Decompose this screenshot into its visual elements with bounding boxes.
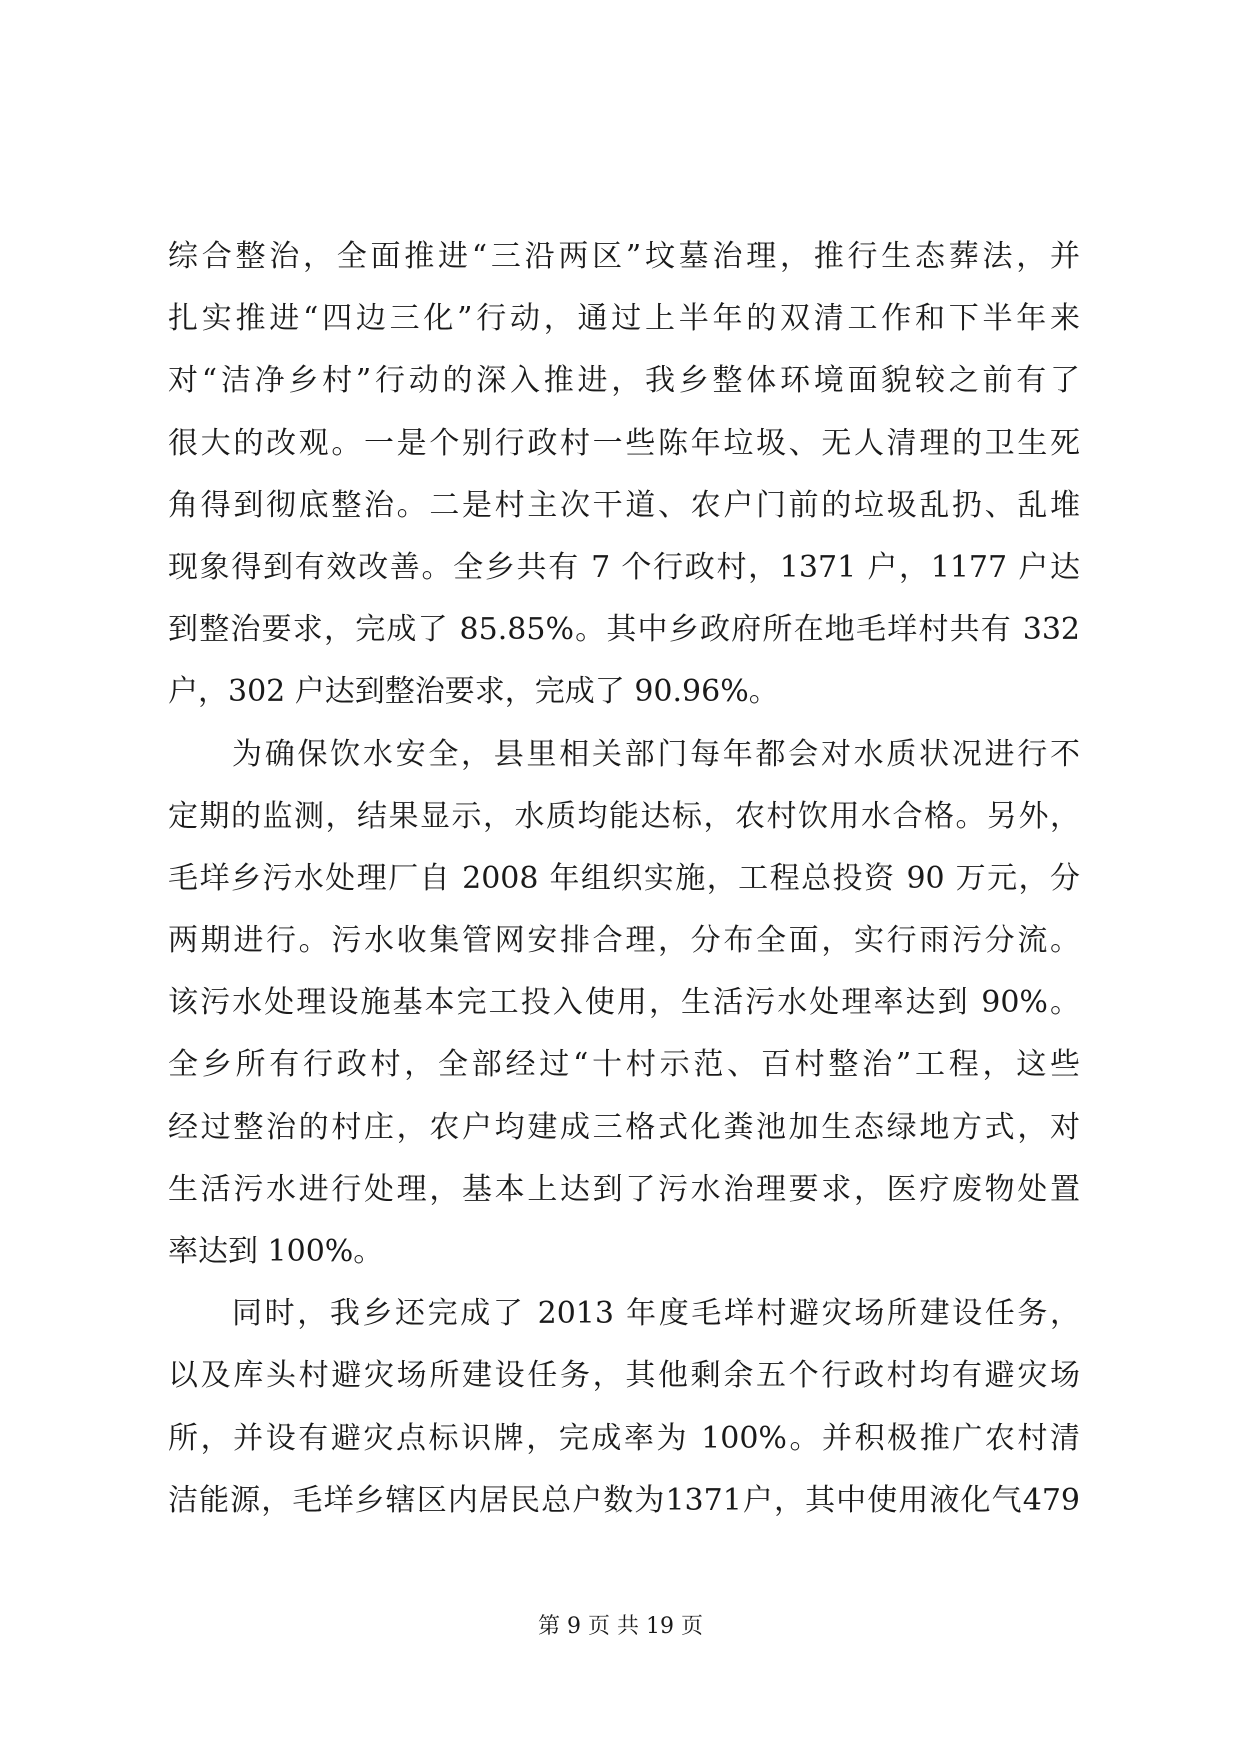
text-line: 综合整治，全面推进“三沿两区”坟墓治理，推行生态葬法，并 [168, 239, 1080, 274]
text-line: 对“洁净乡村”行动的深入推进，我乡整体环境面貌较之前有了 [168, 363, 1080, 399]
text-line: 到整治要求，完成了 85.85%。其中乡政府所在地毛垟村共有 332 [168, 612, 1080, 648]
text-line: 现象得到有效改善。全乡共有 7 个行政村，1371 户，1177 户达 [168, 549, 1080, 585]
body-text [168, 226, 1080, 1532]
page-footer [0, 1612, 1241, 1642]
text-line: 很大的改观。一是个别行政村一些陈年垃圾、无人清理的卫生死 [168, 425, 1080, 461]
text-line: 所，并设有避灾点标识牌，完成率为 100%。并积极推广农村清 [168, 1420, 1080, 1456]
text-line: 两期进行。污水收集管网安排合理，分布全面，实行雨污分流。 [168, 923, 1080, 959]
text-line: 该污水处理设施基本完工投入使用，生活污水处理率达到 90%。 [168, 985, 1080, 1021]
text-line: 洁能源，毛垟乡辖区内居民总户数为1371户，其中使用液化气479 [168, 1482, 1080, 1518]
text-line: 扎实推进“四边三化”行动，通过上半年的双清工作和下半年来 [168, 301, 1080, 337]
text-line: 率达到 100%。 [168, 1234, 384, 1269]
paragraph-start-line: 为确保饮水安全，县里相关部门每年都会对水质状况进行不 [232, 736, 1080, 772]
text-line: 定期的监测，结果显示，水质均能达标，农村饮用水合格。另外， [168, 798, 1080, 834]
text-line: 经过整治的村庄，农户均建成三格式化粪池加生态绿地方式，对 [168, 1109, 1080, 1145]
text-line: 以及库头村避灾场所建设任务，其他剩余五个行政村均有避灾场 [168, 1358, 1080, 1394]
text-line: 毛垟乡污水处理厂自 2008 年组织实施，工程总投资 90 万元，分 [168, 860, 1080, 896]
page-number-label: 第 9 页 共 19 页 [538, 1614, 703, 1639]
text-line: 户，302 户达到整治要求，完成了 90.96%。 [168, 674, 779, 710]
paragraph-start-line: 同时，我乡还完成了 2013 年度毛垟村避灾场所建设任务， [232, 1296, 1080, 1332]
text-line: 全乡所有行政村，全部经过“十村示范、百村整治”工程，这些 [168, 1047, 1080, 1083]
text-line: 角得到彻底整治。二是村主次干道、农户门前的垃圾乱扔、乱堆 [168, 487, 1080, 523]
text-line: 生活污水进行处理，基本上达到了污水治理要求，医疗废物处置 [168, 1171, 1080, 1207]
